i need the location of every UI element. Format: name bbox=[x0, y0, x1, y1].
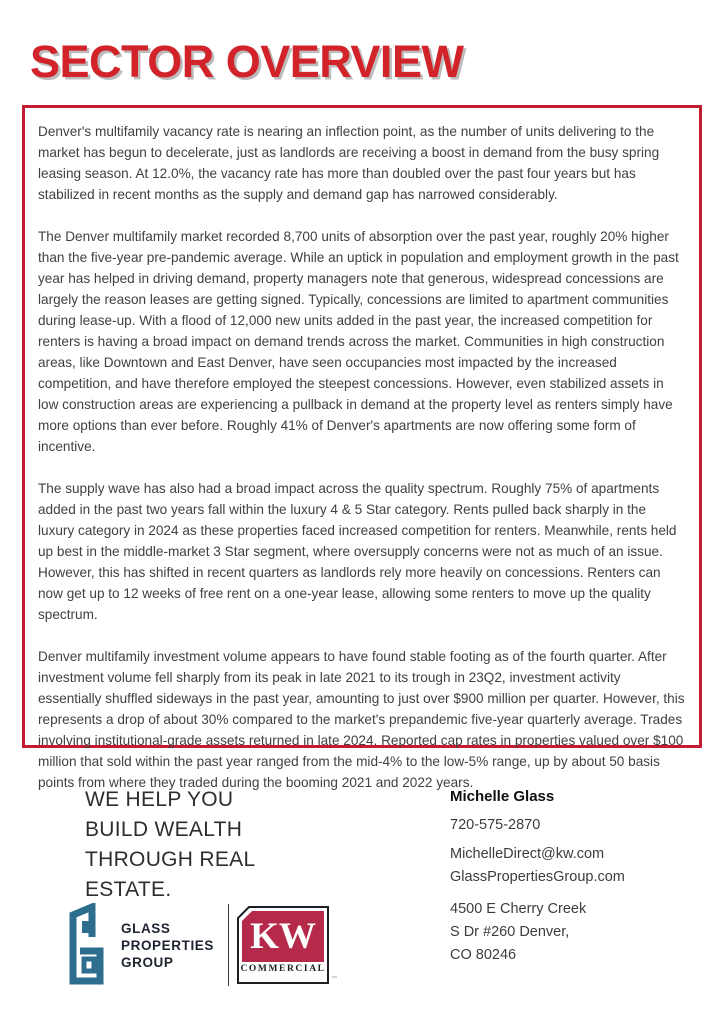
kw-logo-subtitle: COMMERCIAL bbox=[240, 964, 326, 974]
contact-phone[interactable]: 720-575-2870 bbox=[450, 817, 541, 833]
gpg-logo-line: PROPERTIES bbox=[121, 937, 215, 953]
contact-block bbox=[450, 788, 690, 967]
tagline-line: THROUGH REAL bbox=[85, 848, 256, 871]
glass-properties-group-logo bbox=[62, 903, 214, 987]
overview-paragraph-2: The Denver multifamily market recorded 8,700 units of absorption over the past year, roughly 20% higher than the five-year pre-pandemic average. While an uptick in population and employment growth in the past year has helped in driving demand, property managers note that generous, widespread concessions are largely the reason leases are getting signed. Typically, concessions are limited to apartment communities during lease-up. With a flood of 12,000 new units added in the past year, the increased competition for renters is having a broad impact on demand trends across the market. Communities in high construction areas, like Downtown and East Denver, have seen occupancies most impacted by the increased competition, and have therefore employed the steepest concessions. However, even stabilized assets in low construction areas are experiencing a pullback in demand at the property level as renters simply have more options than ever before. Roughly 41% of Denver's apartments are now offering some form of incentive. bbox=[38, 229, 679, 454]
tagline-line: WE HELP YOU bbox=[85, 788, 234, 811]
contact-website[interactable]: GlassPropertiesGroup.com bbox=[450, 869, 625, 885]
overview-paragraph-3: The supply wave has also had a broad impact across the quality spectrum. Roughly 75% of apartments added in the past two years fall within the luxury 4 & 5 Star category. Rents pulled back sharply in the luxury category in 2024 as these properties faced increased competition for renters. Meanwhile, rents held up best in the middle-market 3 Star segment, where oversupply concerns were not as much of an issue. However, this has shifted in recent quarters as landlords rely more heavily on concessions. Renters can now get up to 12 weeks of free rent on a one-year lease, allowing some renters to move up the quality spectrum. bbox=[38, 481, 677, 622]
building-icon bbox=[62, 903, 114, 987]
overview-paragraph-4: Denver multifamily investment volume appears to have found stable footing as of the fourth quarter. After investment volume fell sharply from its peak in late 2021 to its trough in 23Q2, investment activity essentially shuffled sideways in the past year, amounting to just over $900 million per quarter. However, this represents a drop of about 30% compared to the market's prepandemic five-year quarterly average. Trades involving institutional-grade assets returned in late 2024. Reported cap rates in properties valued over $100 million that sold within the past year ranged from the mid-4% to the low-5% range, up by about 50 basis points from where they traded during the booming 2021 and 2022 years. bbox=[38, 649, 685, 790]
contact-email[interactable]: MichelleDirect@kw.com bbox=[450, 846, 605, 862]
sector-overview-box bbox=[22, 105, 702, 790]
tagline-line: BUILD WEALTH bbox=[85, 818, 243, 841]
kw-commercial-logo bbox=[237, 906, 338, 984]
contact-name: Michelle Glass bbox=[450, 788, 555, 805]
kw-logo-letters: KW bbox=[250, 916, 316, 957]
trademark-symbol: ™ bbox=[331, 976, 338, 982]
footer-logos bbox=[62, 903, 338, 987]
gpg-logo-text bbox=[121, 920, 214, 971]
address-line: S Dr #260 Denver, bbox=[450, 924, 570, 940]
address-line: CO 80246 bbox=[450, 947, 517, 963]
logo-divider bbox=[228, 904, 229, 986]
overview-paragraph-1: Denver's multifamily vacancy rate is nearing an inflection point, as the number of units delivering to the market has begun to decelerate, just as landlords are receiving a boost in demand from the busy spring leasing season. At 12.0%, the vacancy rate has more than doubled over the past four years but has stabilized in recent months as the supply and demand gap has narrowed considerably. bbox=[38, 124, 660, 202]
tagline-line: ESTATE. bbox=[85, 878, 172, 901]
gpg-logo-line: GLASS bbox=[121, 920, 171, 936]
page-title: SECTOR OVERVIEW bbox=[30, 36, 464, 87]
gpg-logo-line: GROUP bbox=[121, 954, 174, 970]
address-line: 4500 E Cherry Creek bbox=[450, 901, 587, 917]
tagline bbox=[85, 785, 255, 905]
contact-address bbox=[450, 898, 690, 967]
